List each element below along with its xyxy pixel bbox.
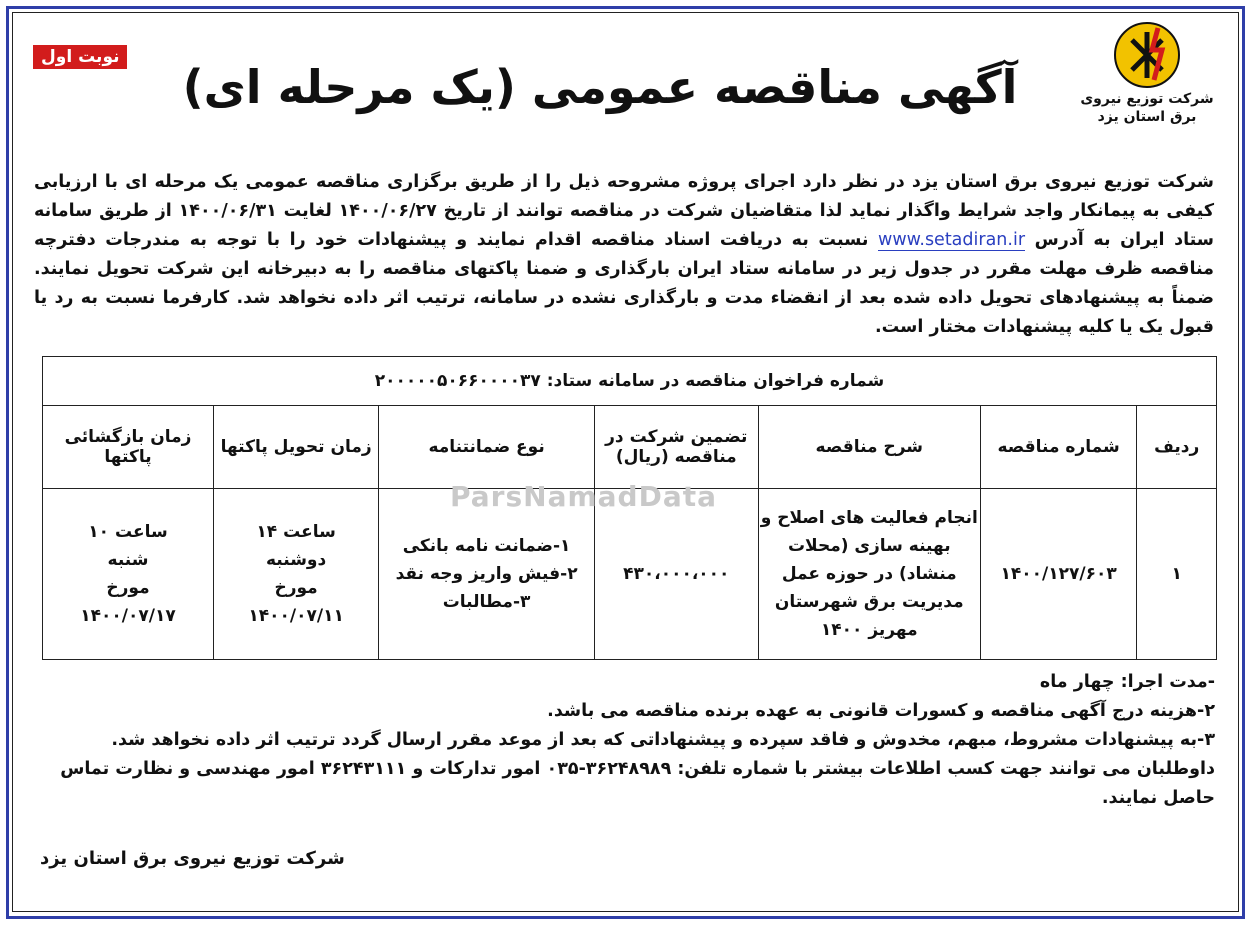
signature: شرکت توزیع نیروی برق استان یزد [40,848,345,869]
header-number: شماره مناقصه [980,406,1136,489]
note-costs: ۲-هزینه درج آگهی مناقصه و کسورات قانونی به عهده برنده مناقصه می باشد. [547,701,1215,721]
header-delivery-time: زمان تحویل پاکتها [214,406,379,489]
opening-date: ۱۴۰۰/۰۷/۱۷ [80,606,176,626]
delivery-label: مورخ [274,578,318,598]
header-opening-time: زمان بازگشائی پاکتها [43,406,214,489]
company-logo [1072,20,1222,150]
note-duration: -مدت اجرا: چهار ماه [1039,672,1215,692]
delivery-day: دوشنبه [266,550,327,570]
watermark: ParsNamadData [450,480,717,513]
setadiran-link[interactable]: www.setadiran.ir [878,230,1026,250]
opening-label: مورخ [106,578,150,598]
header-index: ردیف [1137,406,1217,489]
notes-section [40,668,1215,813]
intro-text-2: نسبت به دریافت اسناد مناقصه اقدام نمایند و پیشنهادات خود را با توجه به مندرجات دفترچه مناقصه ظرف مهلت مقرر در جدول زیر در سامانه ستاد ایران بارگذاری و ضمنا پاکتهای مناقصه را به دبیرخانه این شرکت تحویل نمایند. ضمناً به پیشنهادهای تحویل داده شده بعد از انقضاء مدت و بارگذاری نشده در سامانه، ترتیب اثر داده نخواهد شد. کارفرما نسبت به رد یا قبول یک یا کلیه پیشنهادات مختار است. [34,230,1214,337]
row-number: ۱۴۰۰/۱۲۷/۶۰۳ [980,489,1136,660]
opening-hour: ساعت ۱۰ [88,522,168,542]
table-row [43,489,1217,660]
header-description: شرح مناقصه [758,406,980,489]
table-header-row [43,406,1217,489]
company-logo-icon [1112,20,1182,90]
delivery-hour: ساعت ۱۴ [256,522,336,542]
header-guarantee-type: نوع ضمانتنامه [379,406,595,489]
opening-day: شنبه [107,550,149,570]
header-guarantee: تضمین شرکت در مناقصه (ریال) [594,406,758,489]
guarantee-type-3: ۳-مطالبات [442,592,531,612]
guarantee-type-2: ۲-فیش واریز وجه نقد [395,564,578,584]
row-guarantee-type [379,489,595,660]
row-description: انجام فعالیت های اصلاح و بهینه سازی (محلات منشاد) در حوزه عمل مدیریت برق شهرستان مهریز ۱۴۰۰ [758,489,980,660]
note-conditional-bids: ۳-به پیشنهادات مشروط، مبهم، مخدوش و فاقد سپرده و پیشنهاداتی که بعد از موعد مقرر ارسال گردد ترتیب اثر داده نخواهد شد. [111,730,1215,750]
intro-text-1: شرکت توزیع نیروی برق استان یزد در نظر دارد اجرای پروژه مشروحه ذیل را از طریق برگزاری مناقصه عمومی یک مرحله ای با ارزیابی کیفی به پیمانکار واجد شرایط واگذار نماید لذا متقاضیان شرکت در مناقصه توانند از تاریخ ۱۴۰۰/۰۶/۲۷ لغایت ۱۴۰۰/۰۶/۳۱ از طریق سامانه ستاد ایران به آدرس [34,172,1214,250]
tender-call-number: شماره فراخوان مناقصه در سامانه ستاد: ۲۰۰۰۰۰۵۰۶۶۰۰۰۰۳۷ [43,357,1217,406]
row-opening-time [43,489,214,660]
delivery-date: ۱۴۰۰/۰۷/۱۱ [248,606,344,626]
row-index: ۱ [1137,489,1217,660]
intro-paragraph [34,168,1214,342]
round-badge: نوبت اول [33,45,127,69]
notice-title: آگهی مناقصه عمومی (یک مرحله ای) [182,60,1018,114]
company-name: شرکت توزیع نیروی برق استان یزد [1080,91,1214,125]
guarantee-type-1: ۱-ضمانت نامه بانکی [402,536,571,556]
note-contact: داوطلبان می توانند جهت کسب اطلاعات بیشتر با شماره تلفن: ۳۶۲۴۸۹۸۹-۰۳۵ امور تدارکات و ۳۶۲۴۳۱۱۱ امور مهندسی و نظارت تماس حاصل نمایند. [60,759,1215,808]
row-guarantee: ۴۳۰،۰۰۰،۰۰۰ [594,489,758,660]
row-delivery-time [214,489,379,660]
